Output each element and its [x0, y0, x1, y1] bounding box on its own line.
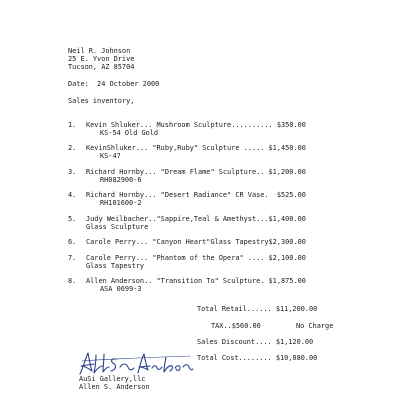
item-sub: RH101600-2 — [100, 199, 142, 207]
item-number: 1. — [68, 121, 77, 129]
item-sub: KS-54 Old Gold — [100, 129, 159, 137]
item-number: 5. — [68, 215, 77, 223]
item-number: 8. — [68, 277, 77, 285]
item-sub: KS-47 — [100, 152, 121, 160]
item-line: Allen Anderson.. "Transition To" Sculpture. $1,875.00 — [86, 277, 306, 285]
item-sub: ASA 0699-3 — [100, 285, 142, 293]
sender-city: Tucson, AZ 85704 — [68, 63, 135, 71]
item-sub: Glass Sculpture — [86, 223, 149, 231]
item-number: 4. — [68, 191, 77, 199]
item-line: Richard Hornby... "Desert Radiance" CR Vase. $525.00 — [86, 191, 306, 199]
item-line: KevinShluker... "Ruby,Ruby" Sculpture ..... $1,450.00 — [86, 144, 306, 152]
item-line: Kevin Shluker... Mushroom Sculpture.......... $350.00 — [86, 121, 306, 129]
item-number: 7. — [68, 254, 77, 262]
sender-name: Neil R. Johnson — [68, 47, 131, 55]
sales-discount: Sales Discount.... $1,120.00 — [197, 338, 314, 346]
date-line: Date: 24 October 2000 — [68, 80, 160, 88]
item-number: 3. — [68, 168, 77, 176]
tax-amount: TAX..$560.00 — [211, 322, 261, 330]
tax-note: No Charge — [296, 322, 334, 330]
item-sub: RH082900-6 — [100, 176, 142, 184]
signature-company: AuSi Gallery,llc — [79, 375, 146, 383]
total-retail: Total Retail...... $11,200.00 — [197, 305, 318, 313]
total-cost: Total Cost........ $10,080.00 — [197, 354, 318, 362]
subject-line: Sales inventory, — [68, 97, 135, 105]
item-line: Richard Hornby... "Dream Flame" Sculpture.. $1,200.00 — [86, 168, 306, 176]
item-line: Carole Perry... "Canyon Heart"Glass Tapestry$2,300.00 — [86, 238, 306, 246]
item-line: Judy Weilbacher.."Sappire,Teal & Amethyst...$1,400.00 — [86, 215, 306, 223]
item-sub: Glass Tapestry — [86, 262, 145, 270]
sender-street: 25 E. Yvon Drive — [68, 55, 135, 63]
item-line: Carole Perry... "Phantom of the Opera" .... $2,100.00 — [86, 254, 306, 262]
item-number: 6. — [68, 238, 77, 246]
item-number: 2. — [68, 144, 77, 152]
handwritten-signature — [76, 349, 194, 377]
signature-person: Allen S. Anderson — [79, 383, 150, 391]
